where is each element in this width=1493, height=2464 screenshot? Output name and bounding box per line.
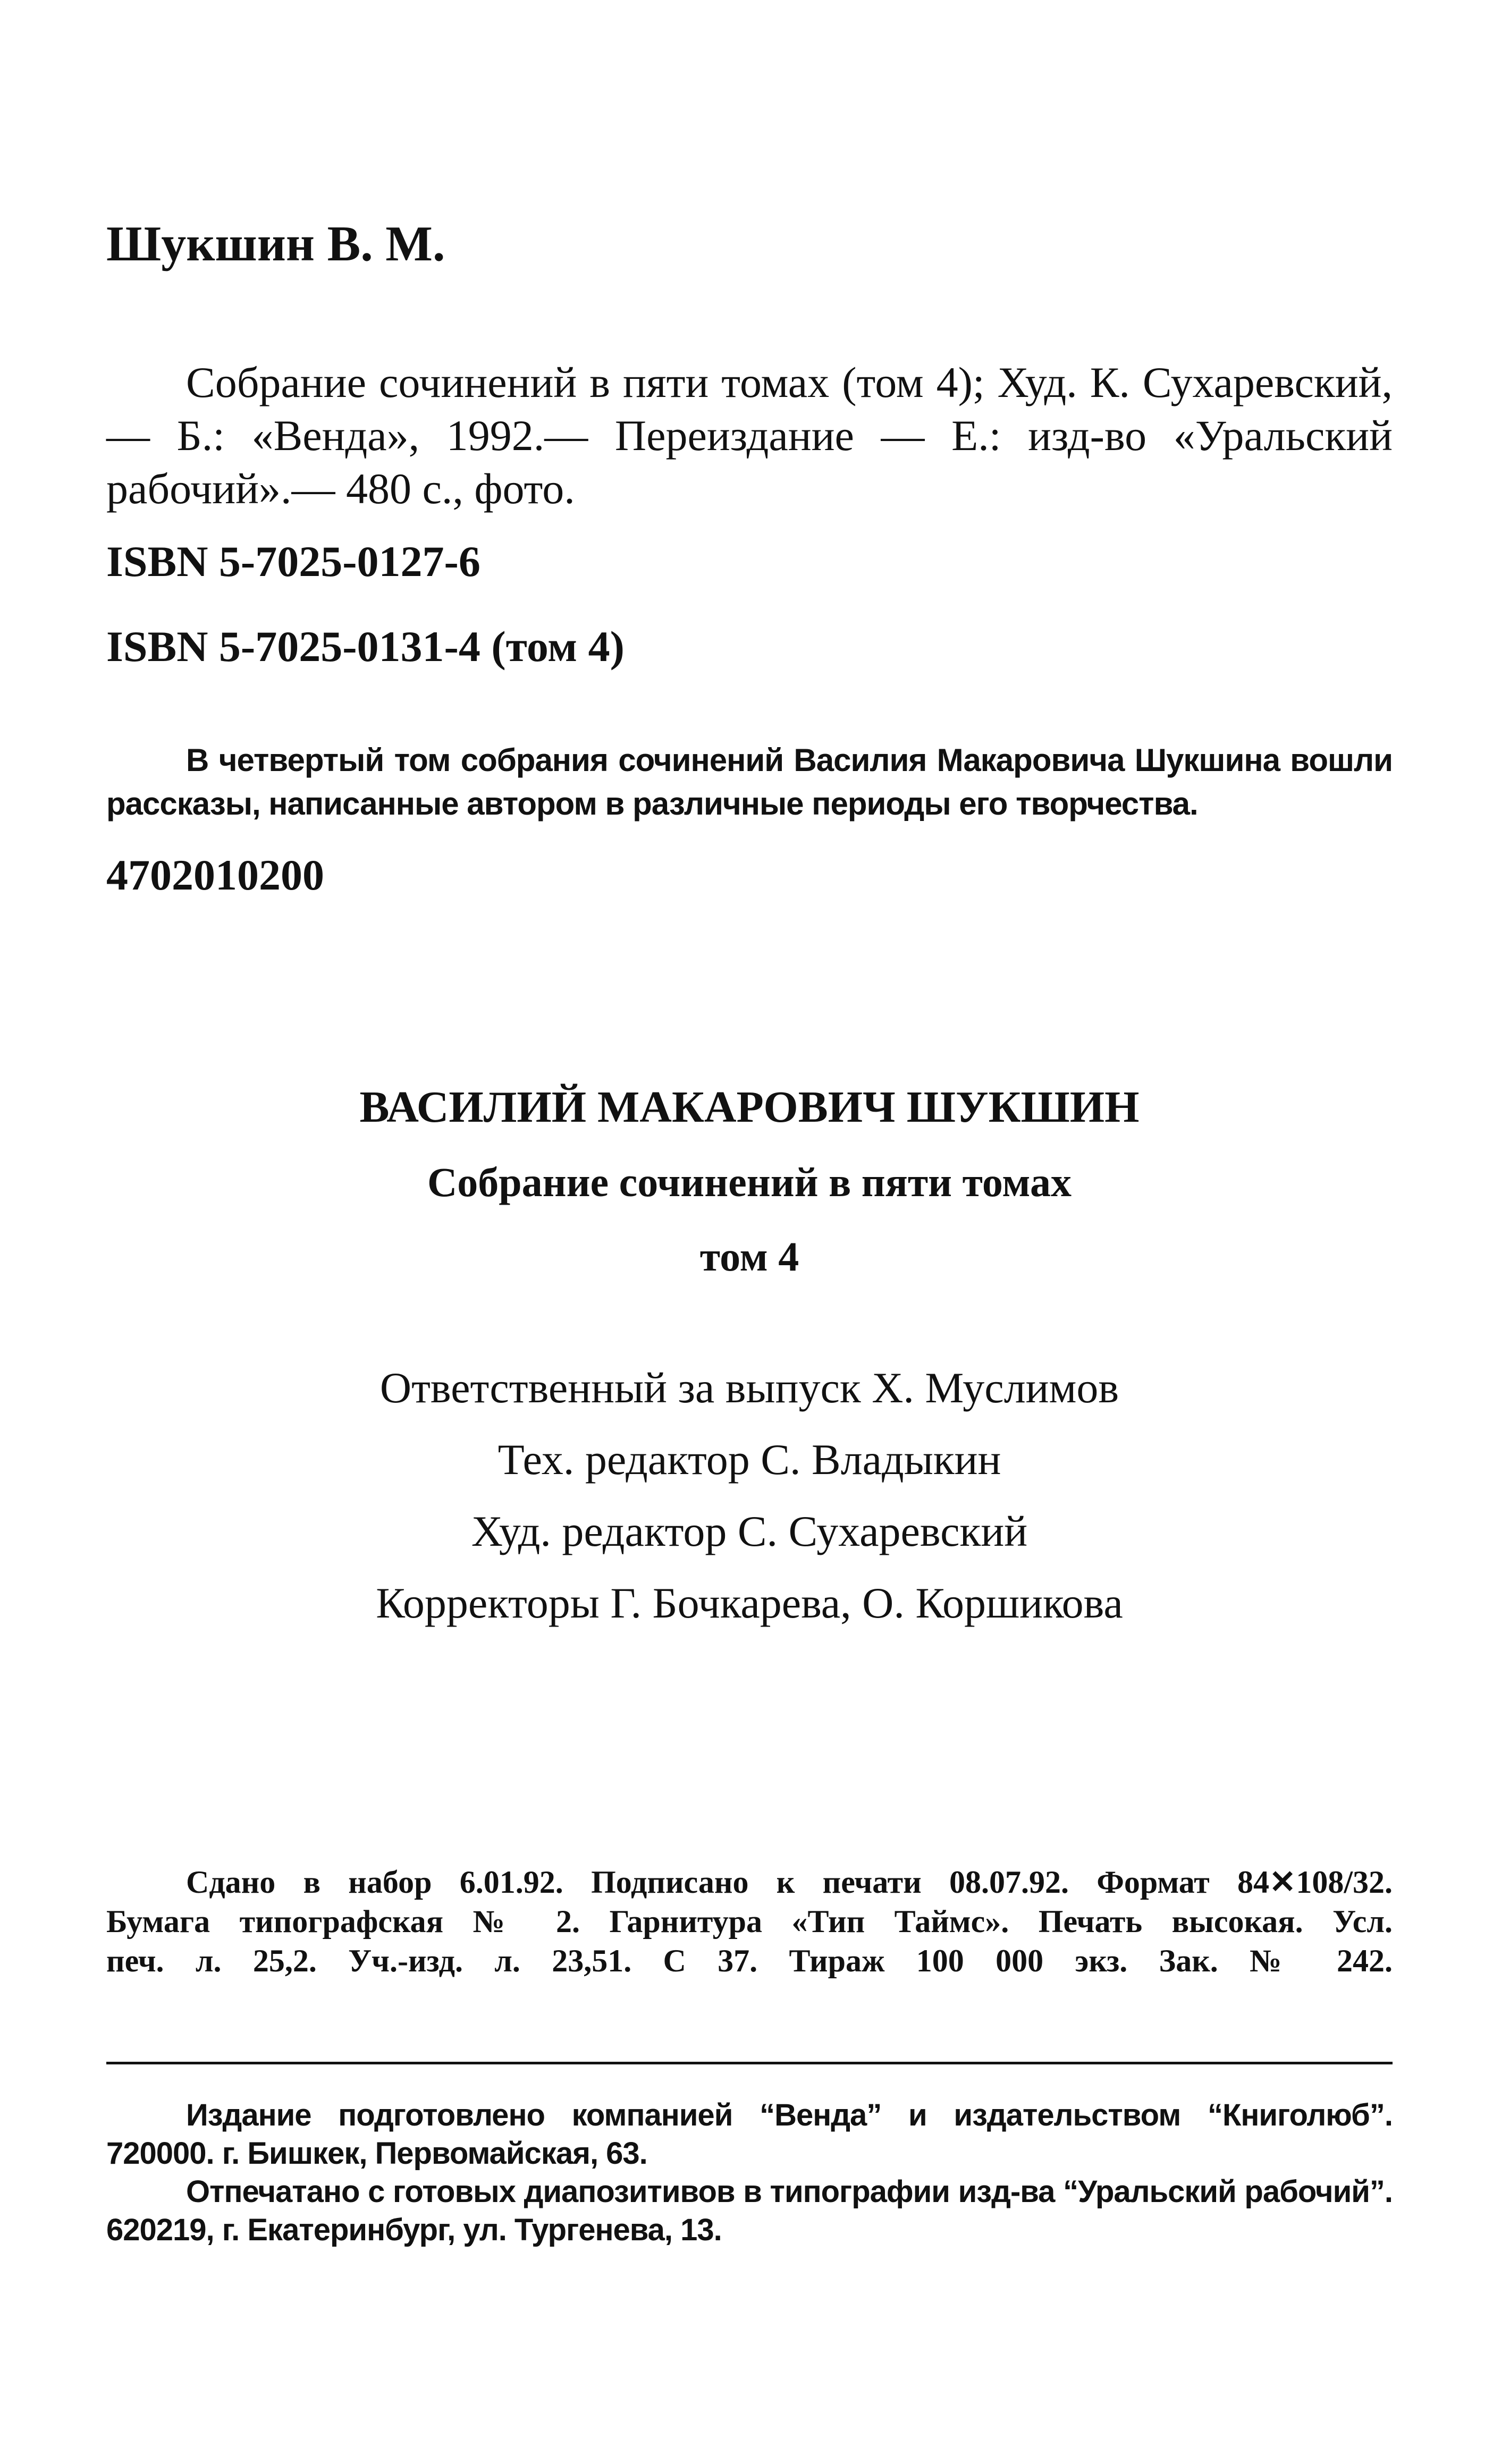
credit-proofreaders: Корректоры Г. Бочкарева, О. Коршикова: [376, 1579, 1123, 1627]
imprint-line: Бумага типографская № 2. Гарнитура «Тип Таймс». Печать высокая. Усл.: [106, 1904, 1393, 1939]
credit-art-editor: Худ. редактор С. Сухаревский: [471, 1507, 1028, 1555]
bibliographic-citation: Собрание сочинений в пяти томах (том 4); Худ. К. Сухаревский,— Б.: «Венда», 1992.— Переиздание — Е.: изд-во «Уральский рабочий».— 480 с., фото.: [106, 358, 1393, 513]
book-author-title: ВАСИЛИЙ МАКАРОВИЧ ШУКШИН: [359, 1082, 1140, 1132]
isbn-volume: ISBN 5-7025-0131-4 (том 4): [106, 622, 625, 671]
isbn-general: ISBN 5-7025-0127-6: [106, 537, 480, 586]
credit-tech-editor: Тех. редактор С. Владыкин: [497, 1435, 1001, 1484]
print-imprint: [106, 1862, 1393, 1980]
volume-label: том 4: [699, 1233, 799, 1280]
author-heading: Шукшин В. М.: [106, 216, 445, 272]
imprint-line: Сдано в набор 6.01.92. Подписано к печати 08.07.92. Формат 84✕108/32.: [186, 1865, 1393, 1900]
collection-title: Собрание сочинений в пяти томах: [427, 1159, 1072, 1205]
colophon-page: [106, 0, 1393, 2464]
credit-responsible: Ответственный за выпуск Х. Муслимов: [379, 1364, 1119, 1412]
catalog-code: 4702010200: [106, 851, 324, 899]
publisher-prepared-by: Издание подготовлено компанией “Венда” и издательством “Книголюб”. 720000. г. Бишкек, Первомайская, 63.: [106, 2098, 1393, 2171]
publisher-info: [106, 2096, 1393, 2249]
imprint-line: печ. л. 25,2. Уч.-изд. л. 23,51. С 37. Тираж 100 000 экз. Зак. № 242.: [106, 1943, 1393, 1978]
annotation-text: В четвертый том собрания сочинений Василия Макаровича Шукшина вошли рассказы, написанные автором в различные периоды его творчества.: [106, 742, 1393, 822]
divider-rule: [106, 2062, 1393, 2064]
publisher-printed-by: Отпечатано с готовых диапозитивов в типографии изд-ва “Уральский рабочий”. 620219, г. Екатеринбург, ул. Тургенева, 13.: [106, 2174, 1393, 2247]
